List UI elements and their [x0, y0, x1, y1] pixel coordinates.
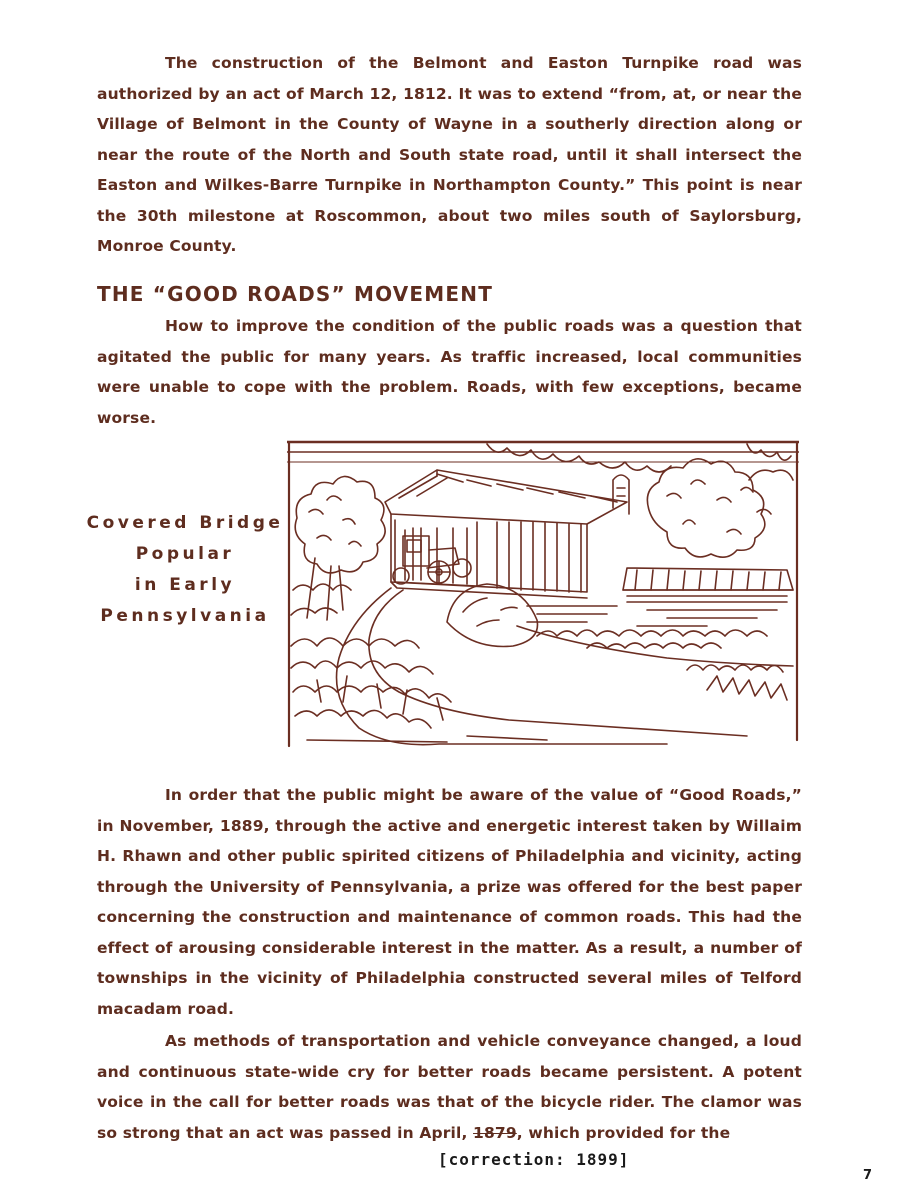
correction-note: [correction: 1899] — [438, 1150, 630, 1169]
caption-line: Covered Bridge — [86, 513, 284, 533]
caption-line: Pennsylvania — [100, 606, 270, 626]
figure-caption — [80, 508, 290, 632]
transport-text: As methods of transportation and vehicle conveyance changed, a loud and continuous state-wide cry for better roads became persistent. A potent voice in the call for better roads was that of the bicycle rider. The clamor was so strong that an act was passed in April, — [97, 1032, 802, 1142]
intro-paragraph: The construction of the Belmont and Easton Turnpike road was authorized by an act of March 12, 1812. It was to extend “from, at, or near the Village of Belmont in the County of Wayne in a southerly direction along or near the route of the North and South state road, until it shall intersect the Easton and Wilkes-Barre Turnpike in Northampton County.” This point is near the 30th milestone at Roscommon, about two miles south of Saylorsburg, Monroe County. — [97, 54, 802, 255]
caption-line: Popular — [135, 544, 235, 564]
struck-year: 1879 — [473, 1123, 517, 1142]
transport-paragraph — [97, 1026, 802, 1148]
transport-text-end: , which provided for the — [516, 1123, 731, 1142]
covered-bridge-illustration — [287, 440, 799, 748]
good-roads-paragraph: In order that the public might be aware of the value of “Good Roads,” in November, 1889, through the active and energetic interest taken by Willaim H. Rhawn and other public spirited citizens of Philadelphia and vicinity, acting through the University of Pennsylvania, a prize was offered for the best paper concerning the construction and maintenance of common roads. This had the effect of arousing considerable interest in the matter. As a result, a number of townships in the vicinity of Philadelphia constructed several miles of Telford macadam road. — [97, 786, 802, 1018]
movement-paragraph: How to improve the condition of the public roads was a question that agitated the public for many years. As traffic increased, local communities were unable to cope with the problem. Roads, with few exceptions, became worse. — [97, 317, 802, 427]
section-heading: THE “GOOD ROADS” MOVEMENT — [97, 282, 494, 306]
caption-line: in Early — [134, 575, 236, 595]
page-number: 7 — [863, 1168, 873, 1183]
